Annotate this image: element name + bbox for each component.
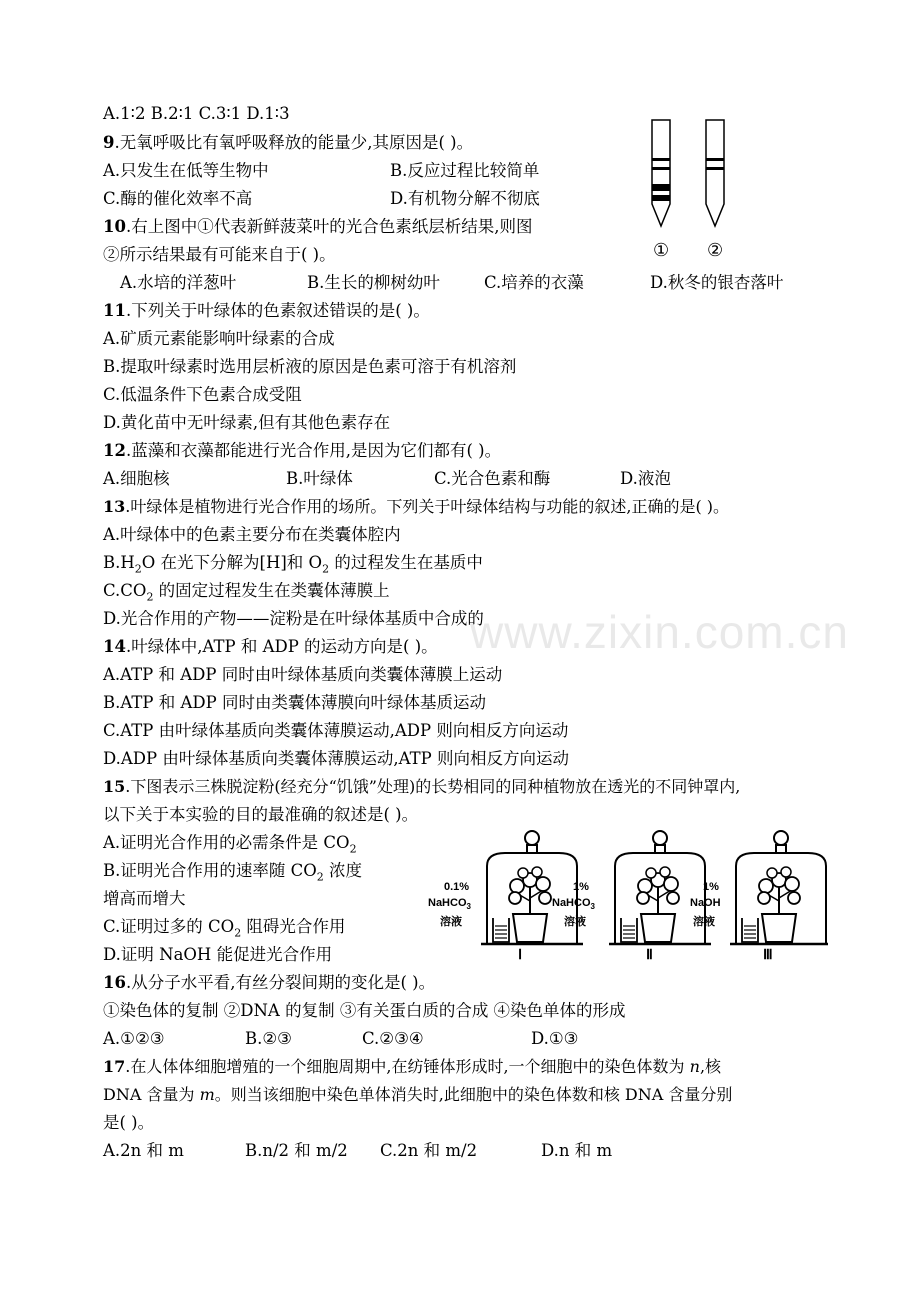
jar3-label: 溶液 [693,916,715,928]
q16-option-b: B.②③ [245,1029,292,1048]
q11-option-c: C.低温条件下色素合成受阻 [103,385,302,404]
q15-option-d: D.证明 NaOH 能促进光合作用 [103,945,333,964]
q17-option-b: B.n/2 和 m/2 [245,1141,348,1160]
bell-jar-figure [428,826,828,966]
q16-option-c: C.②③④ [362,1029,424,1048]
q11-option-b: B.提取叶绿素时选用层析液的原因是色素可溶于有机溶剂 [103,357,517,376]
jar3-roman: Ⅲ [763,946,773,962]
q17-stem-2: DNA 含量为 m。则当该细胞中染色单体消失时,此细胞中的染色体数和核 DNA 含量分别 [103,1085,733,1104]
q9-stem: 9.无氧呼吸比有氧呼吸释放的能量少,其原因是( )。 [103,133,474,152]
q9-option-b: B.反应过程比较简单 [390,161,540,180]
q11-option-a: A.矿质元素能影响叶绿素的合成 [103,329,335,348]
tube-1-label: ① [653,240,670,261]
q12-option-c: C.光合色素和酶 [434,469,551,488]
q16-stem: 16.从分子水平看,有丝分裂间期的变化是( )。 [103,973,436,992]
tube-1-band [652,184,670,191]
q10-stem-2: ②所示结果最有可能来自于( )。 [103,245,336,264]
q15-option-a: A.证明光合作用的必需条件是 $CO_2$ [103,833,357,856]
tube-2-label: ② [707,240,724,261]
q11-option-d: D.黄化苗中无叶绿素,但有其他色素存在 [103,413,391,432]
q17-stem-3: 是( )。 [103,1113,155,1132]
q9-option-c: C.酶的催化效率不高 [103,189,253,208]
q17-option-c: C.2n 和 m/2 [380,1141,478,1160]
q10-option-a: A.水培的洋葱叶 [120,273,237,292]
q12-stem: 12.蓝藻和衣藻都能进行光合作用,是因为它们都有( )。 [103,441,502,460]
q8-options: A.1∶2 B.2∶1 C.3∶1 D.1∶3 [103,104,290,123]
q15-option-c: C.证明过多的 $CO_2$ 阻碍光合作用 [103,917,346,940]
jar1-solution: NaHCO$_3$ [428,897,471,911]
tube-1-band [652,167,670,170]
jar3-conc: 1% [703,881,719,893]
q13-option-b: $B.H_2O$ 在光下分解为[H]和 $O_2$ 的过程发生在基质中 [103,553,483,576]
q9-option-d: D.有机物分解不彻底 [390,189,540,208]
q12-option-d: D.液泡 [620,469,671,488]
q16-statements: ①染色体的复制 ②DNA 的复制 ③有关蛋白质的合成 ④染色单体的形成 [103,1001,626,1020]
jar1-label: 溶液 [440,916,462,928]
jar2-label: 溶液 [564,916,586,928]
q9-option-a: A.只发生在低等生物中 [103,161,269,180]
tube-2-band [706,158,724,161]
jar2-roman: Ⅱ [646,946,653,962]
q17-option-a: A.2n 和 m [103,1141,184,1160]
q14-option-d: D.ADP 由叶绿体基质向类囊体薄膜运动,ATP 则向相反方向运动 [103,749,569,768]
q15-option-b-cont: 增高而增大 [103,889,186,908]
q15-stem: 15.下图表示三株脱淀粉(经充分“饥饿”处理)的长势相同的同种植物放在透光的不同钟罩内, [103,777,741,796]
watermark: www.zixin.com.cn [470,606,849,658]
q13-option-a: A.叶绿体中的色素主要分布在类囊体腔内 [103,525,401,544]
tube-1 [652,120,670,226]
q10-option-b: B.生长的柳树幼叶 [307,273,440,292]
tube-2-band [706,167,724,170]
q15-option-b: B.证明光合作用的速率随 $CO_2$ 浓度 [103,861,363,884]
q16-option-d: D.①③ [531,1029,579,1048]
bell-jar-3 [730,831,828,944]
tube-2 [706,120,724,226]
jar1-conc: 0.1% [444,881,470,893]
q12-option-b: B.叶绿体 [286,469,353,488]
q13-option-d: D.光合作用的产物——淀粉是在叶绿体基质中合成的 [103,609,484,628]
q17-stem: 17.在人体体细胞增殖的一个细胞周期中,在纺锤体形成时,一个细胞中的染色体数为 n,核 [103,1057,722,1076]
jar2-conc: 1% [573,881,589,893]
tube-1-band [652,195,670,201]
q14-option-a: A.ATP 和 ADP 同时由叶绿体基质向类囊体薄膜上运动 [103,665,503,684]
jar1-roman: Ⅰ [518,946,523,962]
q16-option-a: A.①②③ [103,1029,165,1048]
q10-stem: 10.右上图中①代表新鲜菠菜叶的光合色素纸层析结果,则图 [103,217,533,236]
jar2-solution: NaHCO$_3$ [552,897,595,911]
q13-stem: 13.叶绿体是植物进行光合作用的场所。下列关于叶绿体结构与功能的叙述,正确的是( )。 [103,497,730,516]
q10-option-d: D.秋冬的银杏落叶 [650,273,784,292]
q14-stem: 14.叶绿体中,ATP 和 ADP 的运动方向是( )。 [103,637,438,656]
jar3-solution: NaOH [690,897,721,909]
q11-stem: 11.下列关于叶绿体的色素叙述错误的是( )。 [103,301,430,320]
q14-option-b: B.ATP 和 ADP 同时由类囊体薄膜向叶绿体基质运动 [103,693,486,712]
q14-option-c: C.ATP 由叶绿体基质向类囊体薄膜运动,ADP 则向相反方向运动 [103,721,569,740]
tube-1-band [652,158,670,161]
q15-stem-2: 以下关于本实验的目的最准确的叙述是( )。 [103,805,419,824]
q17-option-d: D.n 和 m [541,1141,613,1160]
q10-option-c: C.培养的衣藻 [484,273,584,292]
q13-option-c: $C.CO_2$ 的固定过程发生在类囊体薄膜上 [103,581,390,604]
q12-option-a: A.细胞核 [103,469,170,488]
